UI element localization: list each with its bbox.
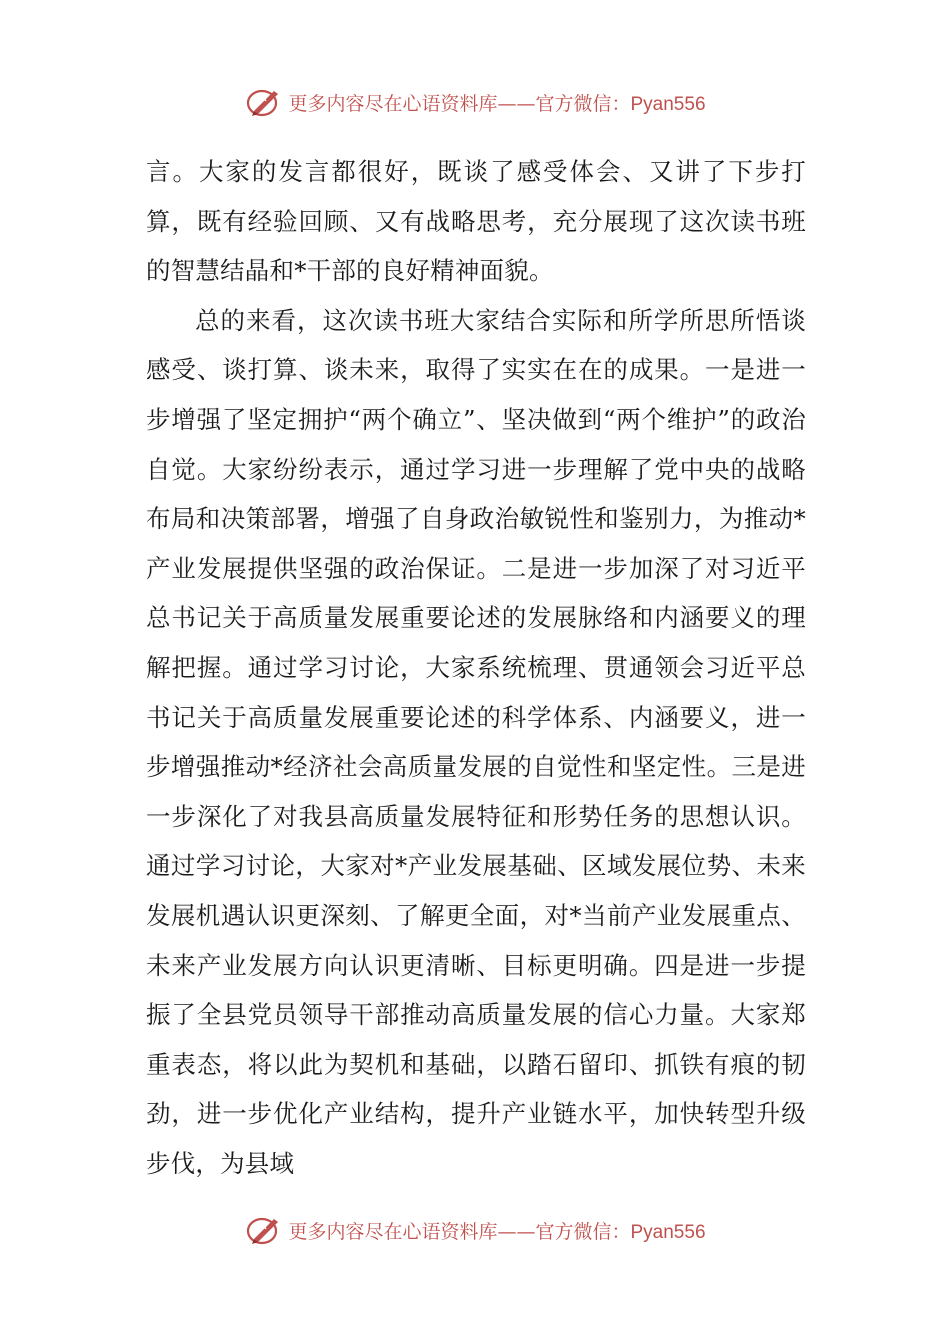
paragraph-summary: 总的来看，这次读书班大家结合实际和所学所思所悟谈感受、谈打算、谈未来，取得了实实在在的成果。一是进一步增强了坚定拥护“两个确立”、坚决做到“两个维护”的政治自觉。大家纷纷表示，通过学习进一步理解了党中央的战略布局和决策部署，增强了自身政治敏锐性和鉴别力，为推动*产业发展提供坚强的政治保证。二是进一步加深了对习近平总书记关于高质量发展重要论述的发展脉络和内涵要义的理解把握。通过学习讨论，大家系统梳理、贯通领会习近平总书记关于高质量发展重要论述的科学体系、内涵要义，进一步增强推动*经济社会高质量发展的自觉性和坚定性。三是进一步深化了对我县高质量发展特征和形势任务的思想认识。通过学习讨论，大家对*产业发展基础、区域发展位势、未来发展机遇认识更深刻、了解更全面，对*当前产业发展重点、未来产业发展方向认识更清晰、目标更明确。四是进一步提振了全县党员领导干部推动高质量发展的信心力量。大家郑重表态，将以此为契机和基础，以踏石留印、抓铁有痕的韧劲，进一步优化产业结构，提升产业链水平，加快转型升级步伐，为县域 — [146, 305, 806, 1178]
header-watermark — [0, 82, 950, 122]
footer-watermark — [0, 1210, 950, 1250]
watermark-site-text: 更多内容尽在心语资料库 — [288, 1220, 498, 1243]
watermark-group — [244, 1213, 705, 1247]
watermark-dash: —— — [497, 1220, 536, 1243]
paragraph-continued: 言。大家的发言都很好，既谈了感受体会、又讲了下步打算，既有经验回顾、又有战略思考，充分展现了这次读书班的智慧结晶和*干部的良好精神面貌。 — [146, 157, 806, 286]
watermark-wechat-label: 官方微信： — [535, 1220, 631, 1243]
watermark-dash: —— — [497, 92, 536, 115]
watermark-text — [288, 89, 705, 116]
watermark-wechat-id: Pyan556 — [630, 93, 706, 115]
pen-circle-logo-icon — [244, 1213, 284, 1247]
document-body — [146, 147, 806, 1188]
watermark-group — [244, 85, 705, 119]
watermark-site-text: 更多内容尽在心语资料库 — [288, 92, 498, 115]
watermark-text — [288, 1217, 705, 1244]
pen-circle-logo-icon — [244, 85, 284, 119]
watermark-wechat-id: Pyan556 — [630, 1221, 706, 1243]
watermark-wechat-label: 官方微信： — [535, 92, 631, 115]
